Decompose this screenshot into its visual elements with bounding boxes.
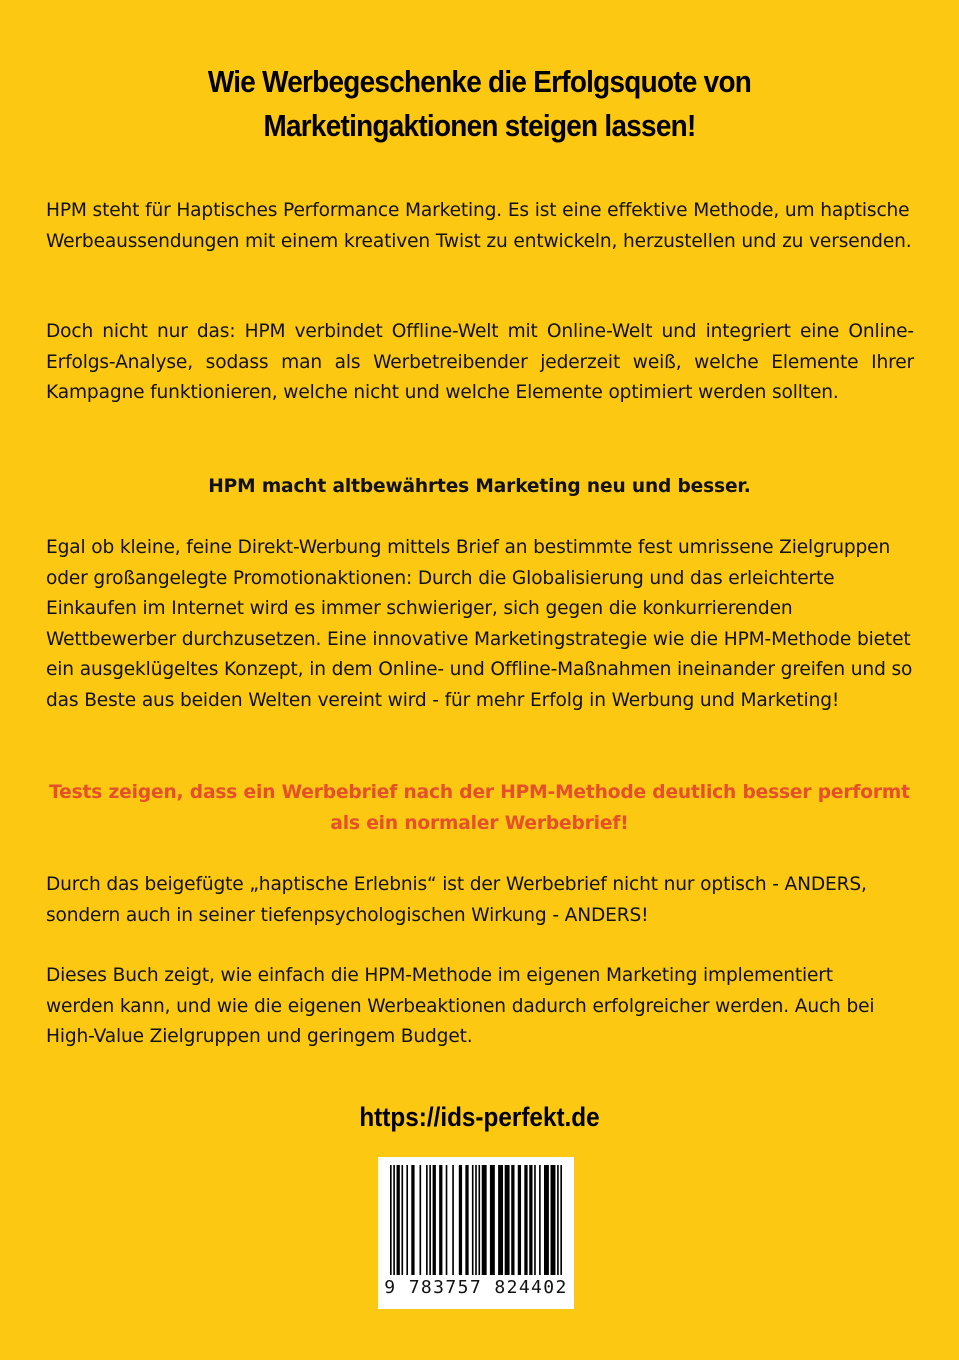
intro-paragraph: HPM steht für Haptisches Performance Marketing. Es ist eine effektive Methode, um haptische Werbeaussendungen mit einem kreativen Twist zu entwickeln, herzustellen und zu versenden.	[46, 200, 912, 252]
barcode-bar	[393, 1165, 395, 1275]
barcode-bar	[419, 1165, 421, 1275]
barcode-bar	[465, 1165, 468, 1275]
tests-line-1: Tests zeigen, dass ein Werbebrief nach der HPM-Methode deutlich besser performt	[49, 782, 910, 803]
barcode-bar	[475, 1165, 477, 1275]
barcode-bar	[551, 1165, 556, 1275]
isbn-barcode	[378, 1157, 574, 1309]
barcode-bar	[518, 1165, 521, 1275]
book-paragraph: Dieses Buch zeigt, wie einfach die HPM-Methode im eigenen Marketing implementiert werden kann, und wie die eigenen Werbeaktionen dadurch erfolgreicher werden. Auch bei High-Value Zielgruppen und geringem Budget.	[46, 965, 875, 1047]
barcode-bar	[534, 1165, 536, 1275]
barcode-bar	[452, 1165, 454, 1275]
barcode-bar	[401, 1165, 403, 1275]
barcode-bar	[498, 1165, 503, 1275]
isbn-number: 9 783757 824402	[384, 1277, 568, 1298]
barcode-bar	[529, 1165, 532, 1275]
barcode-bar	[390, 1165, 392, 1275]
barcode-bar	[557, 1165, 559, 1275]
direct-mail-paragraph: Egal ob kleine, feine Direkt-Werbung mittels Brief an bestimmte fest umrissene Zielgruppen oder großangelegte Promotionaktionen: Durch die Globalisierung und das erleichterte Einkaufen im Internet wird es immer schwieriger, sich gegen die konkurrierenden Wettbewerber durchzusetzen. Eine innovative Marketingstrategie wie die HPM-Methode bietet ein ausgeklügeltes Konzept, in dem Online- und Offline-Maßnahmen ineinander greifen und so das Beste aus beiden Welten vereint wird - für mehr Erfolg in Werbung und Marketing!	[46, 537, 913, 711]
barcode-bars	[390, 1165, 562, 1275]
barcode-bar	[406, 1165, 408, 1275]
title-line-2: Marketingaktionen steigen lassen!	[263, 108, 696, 143]
barcode-bar	[539, 1165, 541, 1275]
tests-highlight	[0, 778, 959, 839]
barcode-bar	[524, 1165, 527, 1275]
offline-online-paragraph: Doch nicht nur das: HPM verbindet Offline-Welt mit Online-Welt und integriert eine Online-Erfolgs-Analyse, sodass man als Werbetreibender jederzeit weiß, welche Elemente Ihrer Kampagne funktionieren, welche nicht und welche Elemente optimiert werden sollten.	[46, 321, 914, 403]
title-line-1: Wie Werbegeschenke die Erfolgsquote von	[207, 64, 752, 99]
barcode-bar	[560, 1165, 562, 1275]
barcode-bar	[478, 1165, 480, 1275]
slogan-heading: HPM macht altbewährtes Marketing neu und besser.	[208, 476, 751, 497]
barcode-bar	[429, 1165, 431, 1275]
barcode-bar	[433, 1165, 436, 1275]
barcode-bar	[505, 1165, 510, 1275]
tests-line-2: als ein normaler Werbebrief!	[330, 812, 629, 834]
barcode-bar	[511, 1165, 514, 1275]
barcode-bar	[490, 1165, 495, 1275]
barcode-bar	[446, 1165, 448, 1275]
barcode-bar	[482, 1165, 487, 1275]
barcode-bar	[411, 1165, 414, 1275]
website-url: https://ids-perfekt.de	[359, 1102, 600, 1132]
barcode-bar	[439, 1165, 442, 1275]
barcode-bar	[426, 1165, 428, 1275]
barcode-bar	[472, 1165, 474, 1275]
haptic-paragraph: Durch das beigefügte „haptische Erlebnis“ ist der Werbebrief nicht nur optisch - ANDERS, sondern auch in seiner tiefenpsychologischen Wirkung - ANDERS!	[46, 874, 867, 926]
barcode-bar	[544, 1165, 549, 1275]
barcode-bar	[397, 1165, 400, 1275]
barcode-bar	[459, 1165, 462, 1275]
book-title	[48, 60, 911, 148]
